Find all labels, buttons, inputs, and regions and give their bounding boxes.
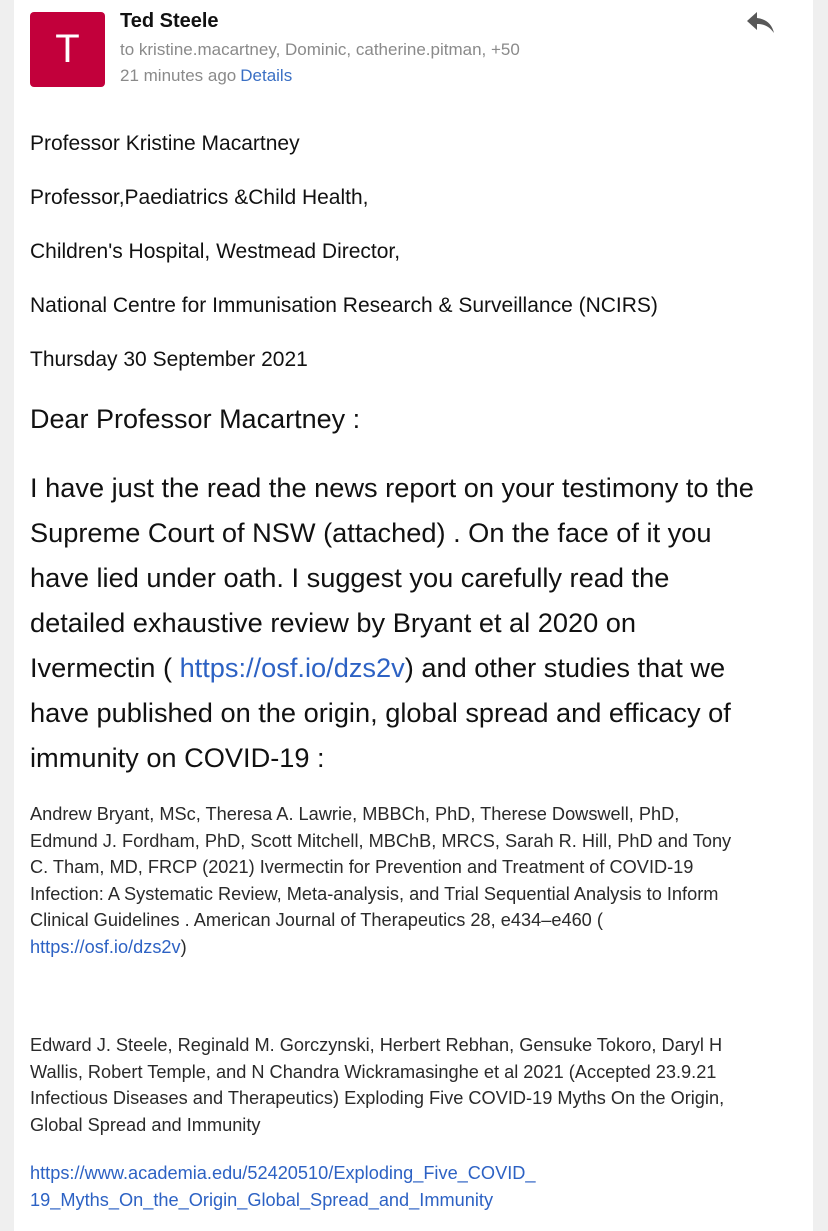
greeting: Dear Professor Macartney : (30, 404, 361, 434)
citation-text: ) (180, 936, 187, 957)
timestamp-row (120, 66, 292, 86)
details-link[interactable]: Details (240, 66, 293, 85)
academia-link[interactable]: https://www.academia.edu/52420510/Exploding_Five_COVID_ (30, 1163, 536, 1183)
citation-bryant (30, 801, 805, 960)
paragraph-line: I have just the read the news report on your testimony to the (30, 472, 754, 503)
citation-line (30, 934, 805, 961)
paragraph-line (30, 645, 805, 690)
citation-line: Wallis, Robert Temple, and N Chandra Wickramasinghe et al 2021 (Accepted 23.9.21 (30, 1061, 717, 1082)
citation-line: C. Tham, MD, FRCP (2021) Ivermectin for Prevention and Treatment of COVID-19 (30, 857, 694, 877)
paragraph-line: have lied under oath. I suggest you carefully read the (30, 562, 670, 593)
citation-osf-link[interactable]: https://osf.io/dzs2v (30, 936, 181, 957)
citation-line: Global Spread and Immunity (30, 1114, 261, 1135)
letter-date: Thursday 30 September 2021 (30, 348, 308, 371)
citation-line: Andrew Bryant, MSc, Theresa A. Lawrie, MBBCh, PhD, Therese Dowswell, PhD, (30, 804, 680, 824)
osf-link[interactable]: https://osf.io/dzs2v (179, 652, 405, 683)
body-paragraph (30, 465, 805, 780)
recipients-line[interactable]: to kristine.macartney, Dominic, catherine.pitman, +50 (120, 40, 520, 59)
address-line-name: Professor Kristine Macartney (30, 132, 300, 155)
address-line-centre: National Centre for Immunisation Research & Surveillance (NCIRS) (30, 294, 658, 317)
citation-line: Infectious Diseases and Therapeutics) Exploding Five COVID-19 Myths On the Origin, (30, 1088, 725, 1108)
paragraph-text: Ivermectin ( (30, 652, 180, 683)
timestamp: 21 minutes ago (120, 66, 237, 85)
paragraph-text: ) and other studies that we (404, 652, 726, 683)
sender-name: Ted Steele (120, 10, 219, 32)
paragraph-line: detailed exhaustive review by Bryant et al 2020 on (30, 607, 637, 638)
citation-line: Clinical Guidelines . American Journal of Therapeutics 28, e434–e460 ( (30, 910, 603, 930)
paragraph-line: immunity on COVID-19 : (30, 742, 325, 773)
paragraph-line: have published on the origin, global spread and efficacy of (30, 697, 731, 728)
citation-line: Infection: A Systematic Review, Meta-analysis, and Trial Sequential Analysis to Inform (30, 883, 719, 904)
address-line-hospital: Children's Hospital, Westmead Director, (30, 240, 401, 263)
reply-icon (744, 8, 778, 38)
reply-button[interactable] (744, 8, 778, 38)
citation-line: Edward J. Steele, Reginald M. Gorczynski, Herbert Rebhan, Gensuke Tokoro, Daryl H (30, 1035, 723, 1055)
sender-avatar[interactable]: T (30, 12, 105, 87)
address-line-title: Professor,Paediatrics &Child Health, (30, 186, 369, 209)
paragraph-line: Supreme Court of NSW (attached) . On the face of it you (30, 517, 712, 548)
academia-link-continued[interactable]: 19_Myths_On_the_Origin_Global_Spread_and_Immunity (30, 1189, 494, 1210)
citation-steele (30, 1032, 805, 1138)
academia-link-block (30, 1160, 805, 1213)
citation-line: Edmund J. Fordham, PhD, Scott Mitchell, MBChB, MRCS, Sarah R. Hill, PhD and Tony (30, 830, 732, 851)
